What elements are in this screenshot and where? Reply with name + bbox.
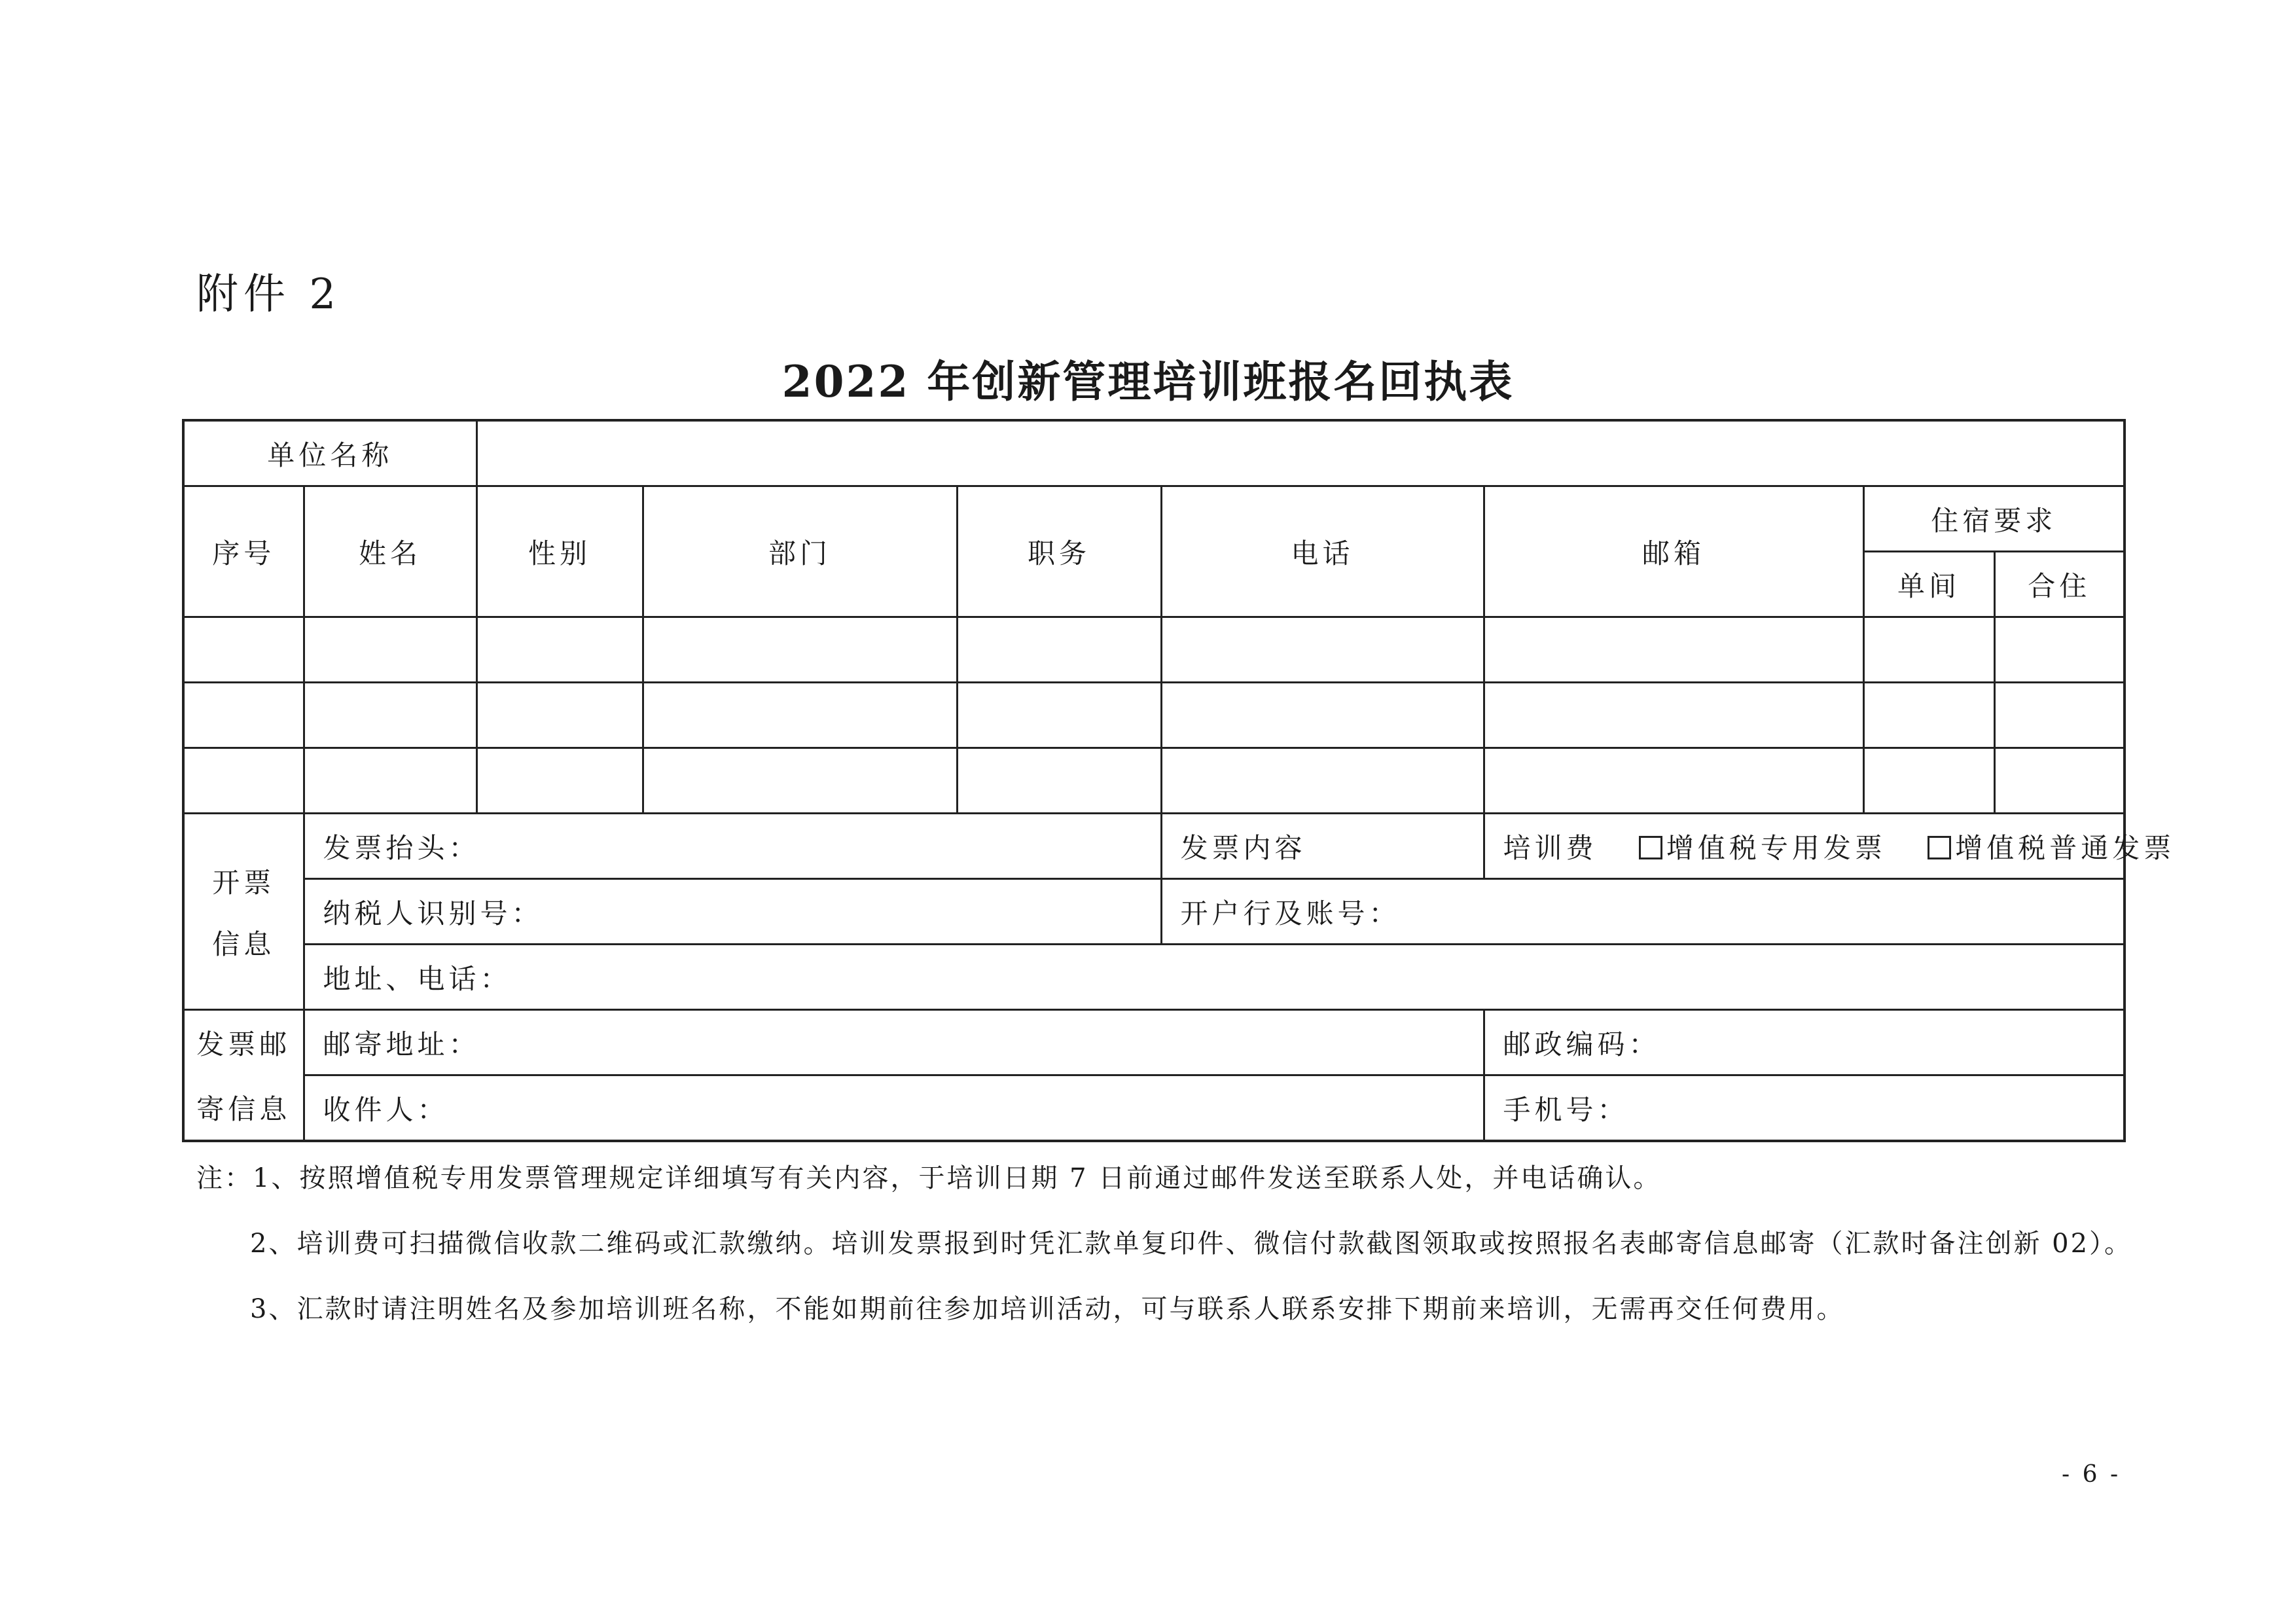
phone-cell[interactable] <box>1161 683 1484 748</box>
col-header-dept: 部门 <box>643 486 957 617</box>
single-room-cell[interactable] <box>1863 748 1994 814</box>
invoice-content-fee: 培训费 <box>1503 831 1598 864</box>
col-header-email: 邮箱 <box>1484 486 1863 617</box>
vat-normal-option[interactable]: 增值税普通发票 <box>1928 832 2175 864</box>
table-row <box>183 748 2125 814</box>
recipient-field[interactable]: 收件人： <box>304 1075 1484 1142</box>
checkbox-icon[interactable] <box>1639 836 1662 859</box>
name-cell[interactable] <box>304 617 476 683</box>
mobile-field[interactable]: 手机号： <box>1484 1075 2125 1142</box>
email-cell[interactable] <box>1484 617 1863 683</box>
unit-name-label: 单位名称 <box>183 420 476 486</box>
col-header-phone: 电话 <box>1161 486 1484 617</box>
position-cell[interactable] <box>957 683 1161 748</box>
shared-room-cell[interactable] <box>1994 748 2125 814</box>
taxpayer-id-field[interactable]: 纳税人识别号： <box>304 879 1161 945</box>
invoice-content-label: 发票内容 <box>1161 814 1484 879</box>
address-phone-field[interactable]: 地址、电话： <box>304 945 2125 1010</box>
note-3: 3、汇款时请注明姓名及参加培训班名称，不能如期前往参加培训活动，可与联系人联系安排下期前来培训，无需再交任何费用。 <box>250 1294 1845 1324</box>
gender-cell[interactable] <box>476 617 643 683</box>
vat-special-option[interactable]: 增值税专用发票 <box>1639 832 1886 864</box>
position-cell[interactable] <box>957 617 1161 683</box>
dept-cell[interactable] <box>643 748 957 814</box>
checkbox-icon[interactable] <box>1928 836 1951 859</box>
bank-account-field[interactable]: 开户行及账号： <box>1161 879 2125 945</box>
col-header-position: 职务 <box>957 486 1161 617</box>
mailing-address-field[interactable]: 邮寄地址： <box>304 1010 1484 1075</box>
name-cell[interactable] <box>304 748 476 814</box>
registration-table <box>182 419 2176 1142</box>
col-header-gender: 性别 <box>476 486 643 617</box>
seq-cell[interactable] <box>183 617 304 683</box>
shared-room-cell[interactable] <box>1994 683 2125 748</box>
unit-name-field[interactable] <box>476 420 2125 486</box>
attachment-label: 附件 2 <box>196 270 342 319</box>
seq-cell[interactable] <box>183 748 304 814</box>
name-cell[interactable] <box>304 683 476 748</box>
col-header-name: 姓名 <box>304 486 476 617</box>
seq-cell[interactable] <box>183 683 304 748</box>
invoice-label-line2: 信息 <box>212 928 276 960</box>
invoice-label-line1: 开票 <box>212 866 276 899</box>
table-row <box>183 683 2125 748</box>
mailing-label-line1: 发票邮 <box>183 1010 304 1075</box>
single-room-cell[interactable] <box>1863 683 1994 748</box>
dept-cell[interactable] <box>643 683 957 748</box>
dept-cell[interactable] <box>643 617 957 683</box>
email-cell[interactable] <box>1484 683 1863 748</box>
position-cell[interactable] <box>957 748 1161 814</box>
col-header-lodging: 住宿要求 <box>1863 486 2125 552</box>
notes <box>196 1153 2132 1350</box>
table-row <box>183 617 2125 683</box>
col-header-single-room: 单间 <box>1863 552 1994 617</box>
gender-cell[interactable] <box>476 683 643 748</box>
invoice-title-field[interactable]: 发票抬头： <box>304 814 1161 879</box>
mailing-label-line2: 寄信息 <box>183 1075 304 1142</box>
single-room-cell[interactable] <box>1863 617 1994 683</box>
gender-cell[interactable] <box>476 748 643 814</box>
col-header-shared-room: 合住 <box>1994 552 2125 617</box>
page-number: - 6 - <box>2062 1461 2121 1488</box>
email-cell[interactable] <box>1484 748 1863 814</box>
invoice-info-label <box>183 814 304 1010</box>
shared-room-cell[interactable] <box>1994 617 2125 683</box>
invoice-content-options <box>1484 814 2176 879</box>
postcode-field[interactable]: 邮政编码： <box>1484 1010 2125 1075</box>
form-title: 2022 年创新管理培训班报名回执表 <box>781 356 1515 407</box>
note-1: 注：1、按照增值税专用发票管理规定详细填写有关内容，于培训日期 7 日前通过邮件发送至联系人处，并电话确认。 <box>196 1163 1662 1193</box>
col-header-seq: 序号 <box>183 486 304 617</box>
phone-cell[interactable] <box>1161 748 1484 814</box>
note-2: 2、培训费可扫描微信收款二维码或汇款缴纳。培训发票报到时凭汇款单复印件、微信付款截图领取或按照报名表邮寄信息邮寄（汇款时备注创新 02）。 <box>250 1229 2133 1259</box>
phone-cell[interactable] <box>1161 617 1484 683</box>
